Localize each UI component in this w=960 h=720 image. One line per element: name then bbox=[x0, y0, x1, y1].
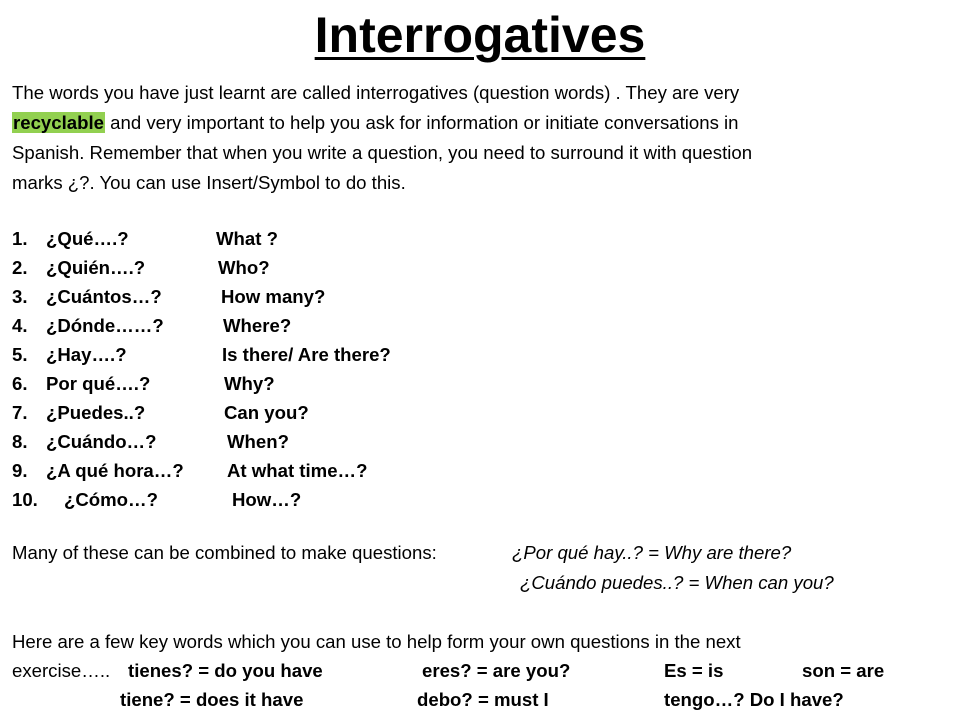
list-number: 1. bbox=[12, 228, 28, 249]
list-number: 2. bbox=[12, 257, 28, 278]
list-number: 9. bbox=[12, 460, 28, 481]
english-meaning: Is there/ Are there? bbox=[222, 344, 391, 365]
list-item bbox=[12, 253, 712, 282]
list-number: 4. bbox=[12, 315, 28, 336]
page-title: Interrogatives bbox=[314, 7, 646, 63]
english-meaning: When? bbox=[227, 431, 289, 452]
combination-lead: Many of these can be combined to make questions: bbox=[12, 542, 437, 563]
keywords-line-2 bbox=[12, 656, 952, 685]
keyword-tengo: tengo…? Do I have? bbox=[664, 689, 844, 710]
english-meaning: Where? bbox=[223, 315, 292, 336]
keyword-tiene: tiene? = does it have bbox=[120, 689, 304, 710]
keywords-lead: exercise….. bbox=[12, 660, 111, 681]
list-number: 6. bbox=[12, 373, 28, 394]
intro-paragraph bbox=[12, 78, 952, 198]
combination-line-2 bbox=[12, 568, 952, 598]
list-item bbox=[12, 224, 712, 253]
spanish-word: ¿Quién….? bbox=[46, 257, 146, 278]
list-number: 8. bbox=[12, 431, 28, 452]
spanish-word: ¿Cuándo…? bbox=[46, 431, 157, 452]
list-item bbox=[12, 311, 712, 340]
combination-example-2: ¿Cuándo puedes..? = When can you? bbox=[520, 572, 834, 593]
intro-line-2-text: and very important to help you ask for information or initiate conversations in bbox=[104, 112, 739, 133]
keyword-eres: eres? = are you? bbox=[422, 660, 571, 681]
english-meaning: How…? bbox=[232, 489, 302, 510]
keyword-es: Es = is bbox=[664, 660, 724, 681]
list-item bbox=[12, 456, 712, 485]
combination-section bbox=[12, 538, 952, 598]
spanish-word: ¿A qué hora…? bbox=[46, 460, 184, 481]
list-item bbox=[12, 282, 712, 311]
list-number: 7. bbox=[12, 402, 28, 423]
spanish-word: Por qué….? bbox=[46, 373, 151, 394]
spanish-word: ¿Cómo…? bbox=[64, 489, 158, 510]
interrogatives-list bbox=[12, 224, 712, 514]
intro-line-2 bbox=[12, 108, 952, 138]
spanish-word: ¿Dónde……? bbox=[46, 315, 164, 336]
english-meaning: What ? bbox=[216, 228, 278, 249]
keyword-tienes: tienes? = do you have bbox=[128, 660, 323, 681]
intro-line-1: The words you have just learnt are called interrogatives (question words) . They are very bbox=[12, 82, 740, 103]
english-meaning: At what time…? bbox=[227, 460, 368, 481]
english-meaning: How many? bbox=[221, 286, 326, 307]
list-item bbox=[12, 398, 712, 427]
keyword-son: son = are bbox=[802, 660, 885, 681]
list-item bbox=[12, 340, 712, 369]
intro-line-3: Spanish. Remember that when you write a question, you need to surround it with question bbox=[12, 142, 753, 163]
list-number: 3. bbox=[12, 286, 28, 307]
list-item bbox=[12, 427, 712, 456]
list-item bbox=[12, 369, 712, 398]
list-item bbox=[12, 485, 712, 514]
combination-line-1 bbox=[12, 538, 952, 568]
intro-line-4: marks ¿?. You can use Insert/Symbol to do this. bbox=[12, 172, 406, 193]
combination-example-1: ¿Por qué hay..? = Why are there? bbox=[512, 542, 792, 563]
spanish-word: ¿Hay….? bbox=[46, 344, 127, 365]
list-number: 10. bbox=[12, 489, 38, 510]
keywords-line-1: Here are a few key words which you can use to help form your own questions in the next bbox=[12, 631, 741, 652]
highlighted-word: recyclable bbox=[13, 112, 104, 133]
keywords-section bbox=[12, 627, 952, 714]
list-number: 5. bbox=[12, 344, 28, 365]
english-meaning: Why? bbox=[224, 373, 275, 394]
keywords-line-3 bbox=[12, 685, 952, 714]
english-meaning: Can you? bbox=[224, 402, 309, 423]
keyword-debo: debo? = must I bbox=[417, 689, 549, 710]
english-meaning: Who? bbox=[218, 257, 270, 278]
spanish-word: ¿Qué….? bbox=[46, 228, 129, 249]
spanish-word: ¿Cuántos…? bbox=[46, 286, 162, 307]
spanish-word: ¿Puedes..? bbox=[46, 402, 146, 423]
